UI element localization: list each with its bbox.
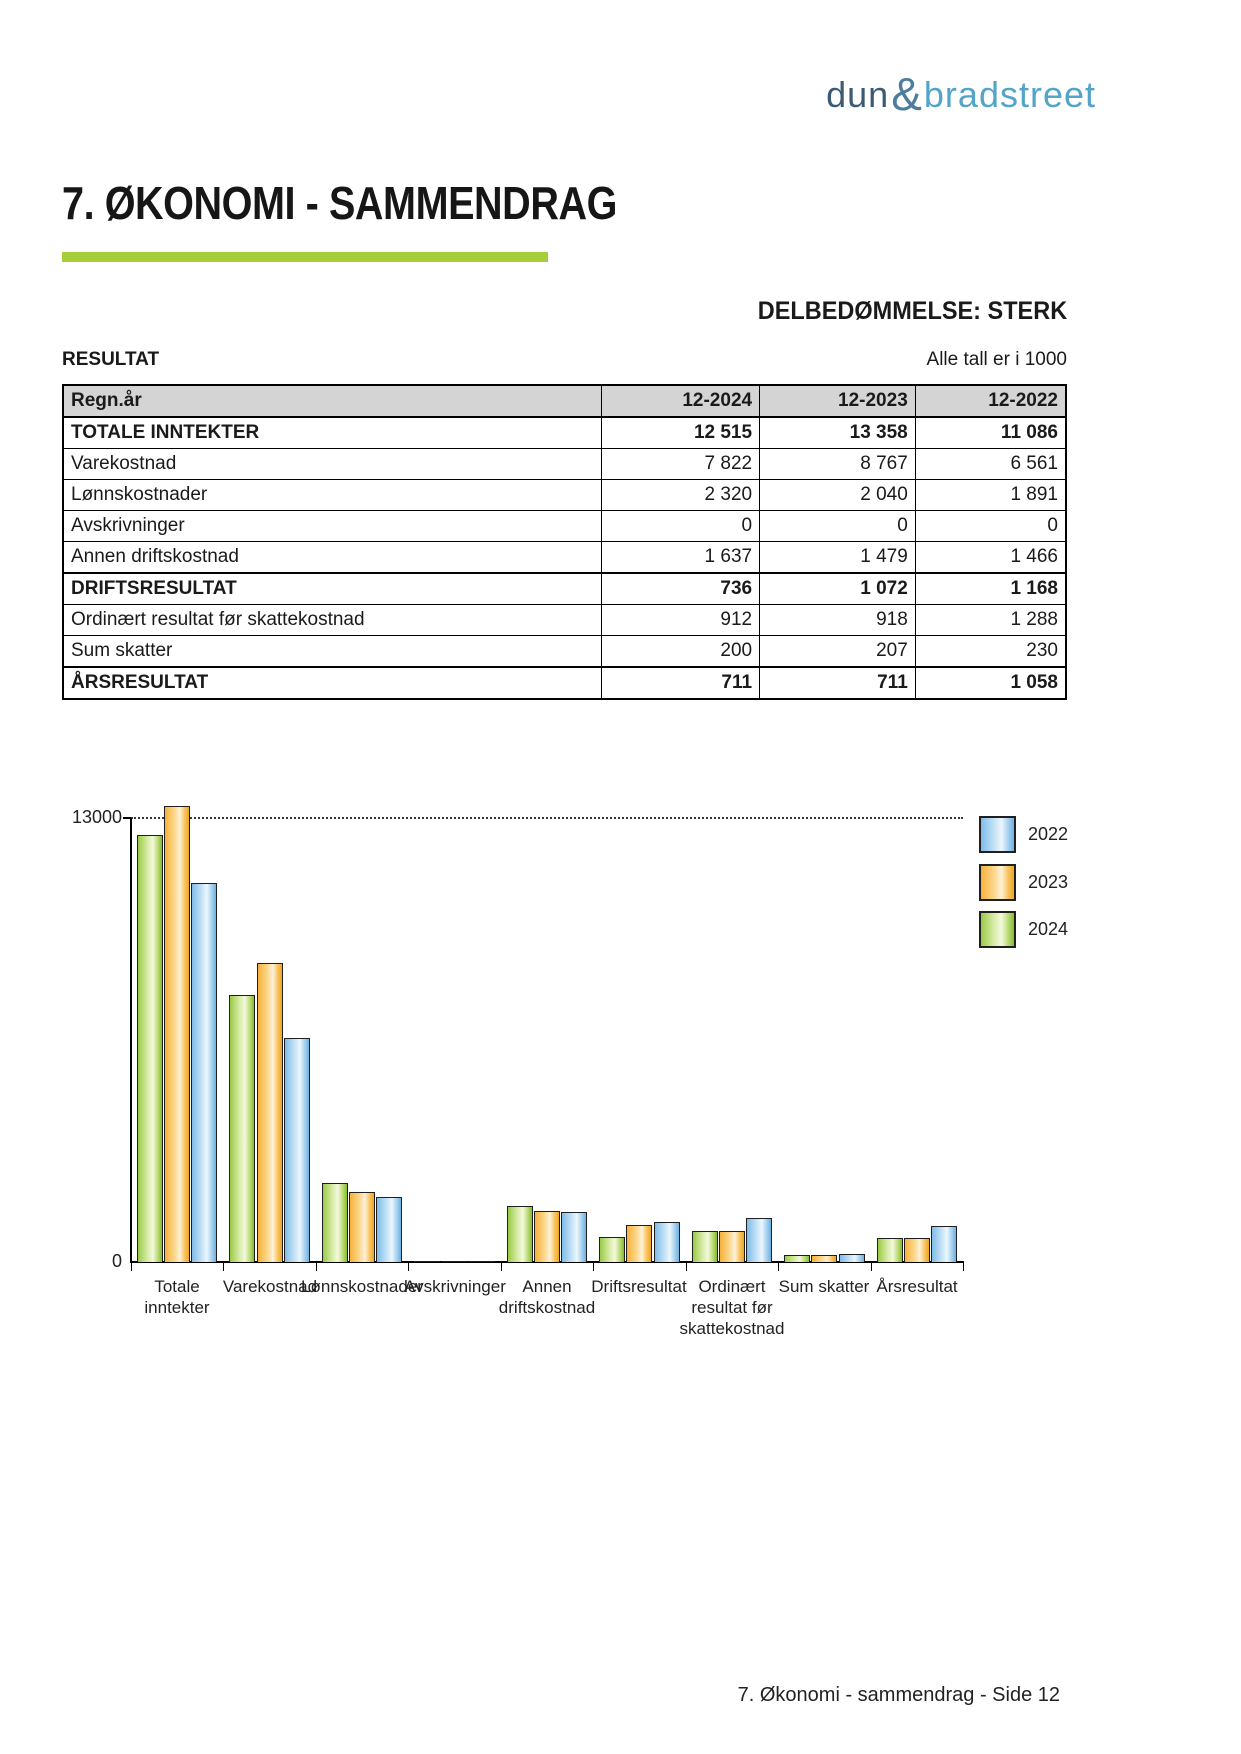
table-row [63, 573, 1066, 605]
bar-2024-varekostnad [229, 995, 255, 1262]
table-meta-row [62, 349, 1067, 371]
financial-table-head [63, 385, 1066, 417]
x-axis-category-label-line: inntekter [144, 1298, 210, 1317]
x-axis-category-label-line: Totale [154, 1277, 200, 1296]
x-axis-category-label [849, 1276, 985, 1297]
bar-2022-annen-driftskostnad [561, 1212, 587, 1262]
row-value: 8 767 [760, 449, 916, 480]
bar-2023-driftsresultat [626, 1225, 652, 1262]
row-value: 230 [915, 636, 1066, 668]
row-value: 736 [602, 573, 760, 605]
bar-2024-driftsresultat [599, 1237, 625, 1262]
bar-2022-ordinært-resultat-før-skattekostnad [746, 1218, 772, 1262]
bar-2023-ordinært-resultat-før-skattekostnad [719, 1231, 745, 1262]
table-header-cell: 12-2022 [915, 385, 1066, 417]
table-header-cell: Regn.år [63, 385, 602, 417]
bar-2024-lønnskostnader [322, 1183, 348, 1262]
row-value: 0 [760, 511, 916, 542]
table-row [63, 480, 1066, 511]
x-axis-tick-mark [686, 1262, 687, 1271]
x-axis-category-label-line: Driftsresultat [591, 1277, 687, 1296]
table-header-row [63, 385, 1066, 417]
section-label: RESULTAT [62, 349, 160, 370]
legend-label-2023: 2023 [1028, 872, 1069, 892]
row-value: 1 288 [915, 605, 1066, 636]
bar-2022-varekostnad [284, 1038, 310, 1262]
financial-table-wrap [62, 384, 1067, 700]
row-label: Lønnskostnader [63, 480, 602, 511]
row-value: 2 320 [602, 480, 760, 511]
gridline-13000 [131, 817, 963, 819]
row-value: 2 040 [760, 480, 916, 511]
row-value: 918 [760, 605, 916, 636]
row-label: Varekostnad [63, 449, 602, 480]
dun-bradstreet-logo [826, 64, 1096, 118]
bar-2023-årsresultat [904, 1238, 930, 1262]
x-axis-tick-mark [408, 1262, 409, 1271]
bar-2024-annen-driftskostnad [507, 1206, 533, 1262]
x-axis-tick-mark [501, 1262, 502, 1271]
bar-2022-lønnskostnader [376, 1197, 402, 1262]
row-value: 1 466 [915, 542, 1066, 574]
row-value: 0 [602, 511, 760, 542]
bar-2024-avskrivninger [414, 1261, 440, 1262]
bar-2024-sum-skatter [784, 1255, 810, 1262]
x-axis-category-label-line: skattekostnad [679, 1319, 785, 1338]
bar-2023-varekostnad [257, 963, 283, 1262]
row-value: 6 561 [915, 449, 1066, 480]
legend-swatch-2023 [979, 864, 1016, 901]
x-axis-category-label-line: Avskrivninger [404, 1277, 506, 1296]
row-label: Sum skatter [63, 636, 602, 668]
row-label: Annen driftskostnad [63, 542, 602, 574]
x-axis-tick-mark [871, 1262, 872, 1271]
bar-2023-annen-driftskostnad [534, 1211, 560, 1262]
y-axis-tick-label-max: 13000 [71, 807, 122, 827]
x-axis-category-label-line: Annen [522, 1277, 572, 1296]
bar-2023-avskrivninger [442, 1261, 468, 1262]
x-axis-tick-mark [131, 1262, 132, 1271]
legend-label-2024: 2024 [1028, 919, 1069, 939]
table-header-cell: 12-2023 [760, 385, 916, 417]
row-value: 12 515 [602, 417, 760, 449]
row-value: 711 [602, 667, 760, 699]
table-row [63, 636, 1066, 668]
row-value: 207 [760, 636, 916, 668]
logo-text-dun: dun [826, 74, 890, 115]
x-axis-category-label-line: Sum skatter [778, 1277, 870, 1296]
legend-label-2022: 2022 [1028, 824, 1069, 844]
table-row [63, 511, 1066, 542]
table-row [63, 542, 1066, 574]
logo-ampersand-icon: & [891, 68, 922, 120]
bar-2023-sum-skatter [811, 1255, 837, 1262]
x-axis-tick-mark [223, 1262, 224, 1271]
assessment-heading: DELBEDØMMELSE: STERK [757, 297, 1067, 325]
financial-table [62, 384, 1067, 700]
row-value: 912 [602, 605, 760, 636]
y-axis-tick-label-zero: 0 [111, 1251, 122, 1271]
legend-swatch-2024 [979, 911, 1016, 948]
bar-2023-totale-inntekter [164, 806, 190, 1262]
table-row [63, 667, 1066, 699]
page-title: 7. ØKONOMI - SAMMENDRAG [62, 177, 617, 229]
bar-2022-avskrivninger [469, 1261, 495, 1262]
row-value: 200 [602, 636, 760, 668]
y-axis-line [130, 818, 132, 1262]
page-footer: 7. Økonomi - sammendrag - Side 12 [737, 1684, 1060, 1706]
x-axis-tick-mark [316, 1262, 317, 1271]
row-label: DRIFTSRESULTAT [63, 573, 602, 605]
row-value: 11 086 [915, 417, 1066, 449]
x-axis-tick-mark [963, 1262, 964, 1271]
bar-2024-ordinært-resultat-før-skattekostnad [692, 1231, 718, 1262]
x-axis-category-label-line: Varekostnad [222, 1277, 318, 1296]
table-row [63, 605, 1066, 636]
x-axis-category-label-line: Lønnskostnader [301, 1277, 423, 1296]
x-axis-tick-mark [593, 1262, 594, 1271]
row-value: 1 168 [915, 573, 1066, 605]
row-value: 1 058 [915, 667, 1066, 699]
bar-2022-sum-skatter [839, 1254, 865, 1262]
legend-swatch-2022 [979, 816, 1016, 853]
row-value: 7 822 [602, 449, 760, 480]
bar-2022-driftsresultat [654, 1222, 680, 1262]
row-value: 1 637 [602, 542, 760, 574]
x-axis-tick-mark [778, 1262, 779, 1271]
bar-2024-totale-inntekter [137, 835, 163, 1262]
units-note: Alle tall er i 1000 [926, 349, 1067, 370]
row-value: 1 072 [760, 573, 916, 605]
title-accent-rule [62, 252, 548, 262]
bar-2022-totale-inntekter [191, 883, 217, 1262]
row-value: 1 891 [915, 480, 1066, 511]
x-axis-category-label-line: resultat før [691, 1298, 773, 1317]
table-header-cell: 12-2024 [602, 385, 760, 417]
x-axis-category-label-line: Ordinært [698, 1277, 766, 1296]
row-value: 13 358 [760, 417, 916, 449]
results-bar-chart [0, 700, 1241, 1380]
bar-2022-årsresultat [931, 1226, 957, 1262]
row-value: 1 479 [760, 542, 916, 574]
bar-2024-årsresultat [877, 1238, 903, 1262]
logo-text-bradstreet: bradstreet [923, 74, 1096, 115]
row-label: Ordinært resultat før skattekostnad [63, 605, 602, 636]
row-value: 711 [760, 667, 916, 699]
row-value: 0 [915, 511, 1066, 542]
financial-table-body [63, 417, 1066, 699]
x-axis-category-label-line: Årsresultat [876, 1277, 958, 1296]
row-label: TOTALE INNTEKTER [63, 417, 602, 449]
table-row [63, 417, 1066, 449]
row-label: Avskrivninger [63, 511, 602, 542]
bar-2023-lønnskostnader [349, 1192, 375, 1262]
row-label: ÅRSRESULTAT [63, 667, 602, 699]
x-axis-category-label-line: driftskostnad [498, 1298, 596, 1317]
table-row [63, 449, 1066, 480]
